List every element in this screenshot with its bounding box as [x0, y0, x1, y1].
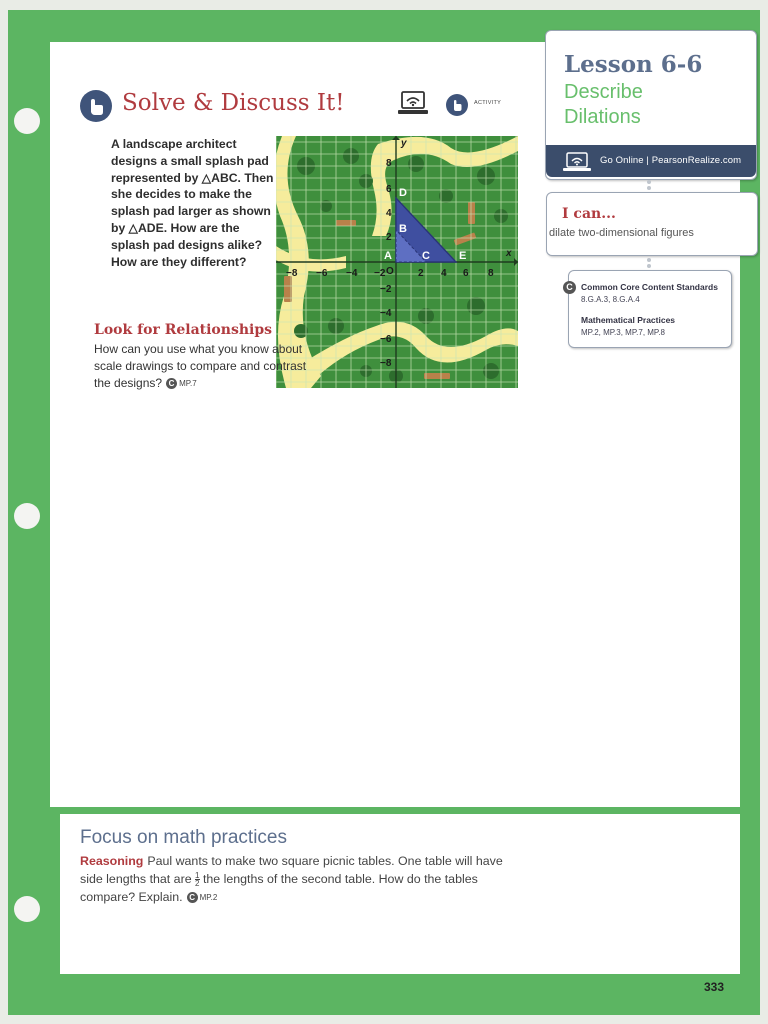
point-label-c: C [422, 250, 430, 262]
mp-label: MP.2 [199, 892, 218, 902]
mp-label: MP.7 [179, 379, 197, 389]
focus-text-before: Paul wants to make two square picnic tables. One table will have side lengths that are [80, 854, 503, 886]
lesson-title-line2: Dilations [564, 106, 641, 128]
point-label-d: D [399, 187, 407, 199]
reasoning-label: Reasoning [80, 854, 144, 868]
problem-prompt: A landscape architect designs a small splash pad represented by △ABC. Then she decides to make the splash pad larger as shown by △ADE. How are the splash pad designs alike? How are they different? [111, 137, 274, 269]
page-number: 333 [704, 980, 725, 994]
common-core-icon: C [563, 281, 576, 294]
y-tick-label: −4 [380, 308, 392, 319]
y-tick-label: 6 [386, 184, 392, 195]
y-tick-label: 2 [386, 232, 392, 243]
y-tick-label: −2 [380, 284, 392, 295]
go-online-link[interactable]: Go Online | PearsonRealize.com [600, 155, 742, 166]
look-for-relationships-title: Look for Relationships [94, 322, 272, 338]
common-core-icon: C [166, 378, 177, 389]
activity-label: ACTIVITY [474, 100, 502, 106]
laptop-wifi-icon [562, 151, 592, 173]
focus-text-after: the lengths of the second table. How do the tables compare? Explain. [80, 872, 478, 904]
look-for-relationships-text [94, 341, 322, 392]
look-for-text: How can you use what you know about scale drawings to compare and contrast the designs? [94, 342, 307, 390]
x-tick-label: 4 [441, 268, 447, 279]
x-axis-label: x [506, 248, 512, 259]
standards-card [568, 270, 732, 348]
laptop-wifi-icon[interactable] [396, 89, 430, 119]
fraction-one-half [195, 872, 199, 887]
point-label-e: E [459, 250, 467, 262]
x-tick-label: −2 [374, 268, 386, 279]
math-practices-values: MP.2, MP.3, MP.7, MP.8 [581, 328, 665, 337]
fraction-numerator: 1 [195, 871, 200, 881]
connector-dots [646, 256, 652, 270]
hand-pointer-icon [80, 90, 112, 122]
lesson-card [545, 30, 757, 180]
content-standards-heading: Common Core Content Standards [581, 282, 718, 292]
point-label-b: B [399, 223, 407, 235]
i-can-title: I can... [562, 206, 616, 222]
go-online-bar[interactable] [546, 145, 756, 177]
content-standards-values: 8.G.A.3, 8.G.A.4 [581, 295, 640, 304]
lesson-number: Lesson 6-6 [564, 51, 703, 78]
binder-hole [14, 108, 40, 134]
origin-label: O [386, 266, 394, 277]
focus-title: Focus on math practices [80, 827, 287, 848]
y-tick-label: 4 [386, 208, 392, 219]
lesson-title: Describe [564, 81, 643, 103]
x-tick-label: −6 [316, 268, 328, 279]
x-tick-label: −8 [286, 268, 298, 279]
math-practices-heading: Mathematical Practices [581, 315, 676, 325]
x-tick-label: 6 [463, 268, 469, 279]
binder-hole [14, 896, 40, 922]
binder-hole [14, 503, 40, 529]
i-can-card [546, 192, 758, 256]
point-label-a: A [384, 250, 392, 262]
i-can-text: dilate two-dimensional figures [549, 227, 694, 239]
activity-icon[interactable] [446, 94, 468, 116]
y-axis-label: y [401, 138, 407, 149]
x-tick-label: −4 [346, 268, 358, 279]
y-tick-label: −6 [380, 334, 392, 345]
x-tick-label: 2 [418, 268, 424, 279]
connector-dots [646, 178, 652, 192]
y-tick-label: 8 [386, 158, 392, 169]
common-core-icon: C [187, 892, 198, 903]
fraction-denominator: 2 [195, 879, 200, 889]
focus-text [80, 852, 520, 907]
y-tick-label: −8 [380, 358, 392, 369]
x-tick-label: 8 [488, 268, 494, 279]
solve-discuss-title: Solve & Discuss It! [122, 90, 345, 116]
